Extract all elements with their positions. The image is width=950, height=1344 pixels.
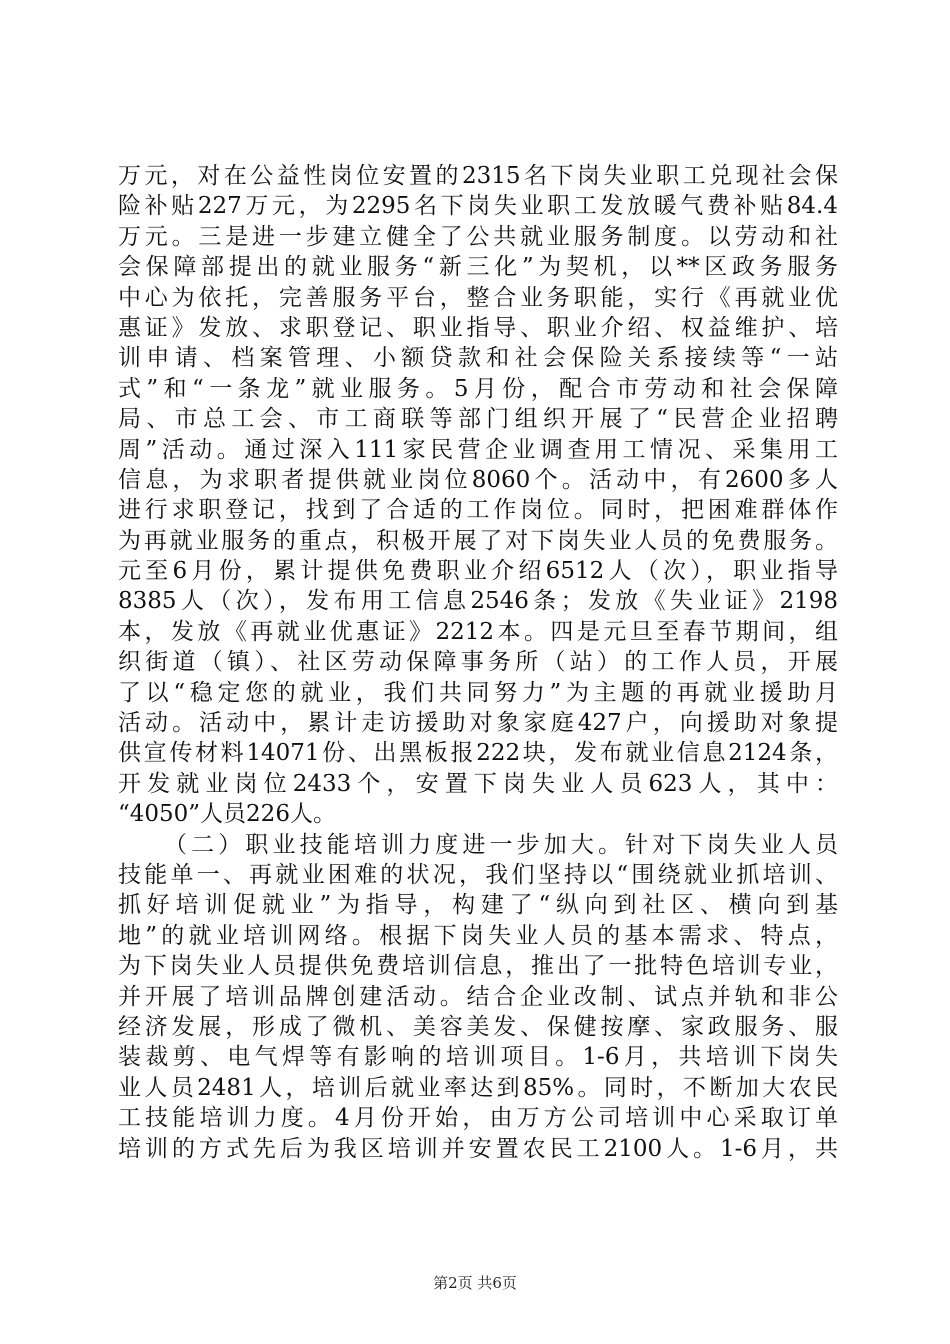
text-line: 供宣传材料14071份、出黑板报222块，发布就业信息2124条， xyxy=(118,740,838,767)
text-line: 织街道（镇）、社区劳动保障事务所（站）的工作人员，开展 xyxy=(118,649,838,676)
paragraph-2 xyxy=(118,830,838,1164)
text-line: 元至6月份，累计提供免费职业介绍6512人（次），职业指导 xyxy=(118,558,838,585)
text-line: 周”活动。通过深入111家民营企业调查用工情况、采集用工 xyxy=(118,436,838,463)
text-line: 进行求职登记，找到了合适的工作岗位。同时，把困难群体作 xyxy=(118,497,838,524)
text-line: 为再就业服务的重点，积极开展了对下岗失业人员的免费服务。 xyxy=(118,527,838,554)
text-line: 培训的方式先后为我区培训并安置农民工2100人。1-6月，共 xyxy=(118,1135,838,1162)
text-line: “4050”人员226人。 xyxy=(118,801,336,828)
page-number-label: 第2页 共6页 xyxy=(433,1274,517,1292)
text-line: 装裁剪、电气焊等有影响的培训项目。1-6月，共培训下岗失 xyxy=(118,1044,838,1071)
text-line: 了以“稳定您的就业，我们共同努力”为主题的再就业援助月 xyxy=(118,679,838,706)
text-line: 会保障部提出的就业服务“新三化”为契机，以**区政务服务 xyxy=(118,254,838,281)
text-line: 工技能培训力度。4月份开始，由万方公司培训中心采取订单 xyxy=(118,1105,838,1132)
text-line: 技能单一、再就业困难的状况，我们坚持以“围绕就业抓培训、 xyxy=(118,861,838,888)
text-line: 地”的就业培训网络。根据下岗失业人员的基本需求、特点， xyxy=(118,922,838,949)
page-footer xyxy=(0,1272,950,1293)
text-line: 抓好培训促就业”为指导，构建了“纵向到社区、横向到基 xyxy=(118,892,838,919)
text-line: （二）职业技能培训力度进一步加大。针对下岗失业人员 xyxy=(164,831,838,858)
text-line: 8385人（次），发布用工信息2546条；发放《失业证》2198 xyxy=(118,588,838,615)
text-line: 经济发展，形成了微机、美容美发、保健按摩、家政服务、服 xyxy=(118,1013,838,1040)
body-text xyxy=(118,161,838,1164)
text-line: 局、市总工会、市工商联等部门组织开展了“民营企业招聘 xyxy=(118,406,838,433)
text-line: 万元。三是进一步建立健全了公共就业服务制度。以劳动和社 xyxy=(118,223,838,250)
text-line: 式”和“一条龙”就业服务。5月份，配合市劳动和社会保障 xyxy=(118,375,838,402)
text-line: 并开展了培训品牌创建活动。结合企业改制、试点并轨和非公 xyxy=(118,983,838,1010)
text-line: 活动。活动中，累计走访援助对象家庭427户，向援助对象提 xyxy=(118,710,838,737)
text-line: 中心为依托，完善服务平台，整合业务职能，实行《再就业优 xyxy=(118,284,838,311)
paragraph-1 xyxy=(118,161,838,830)
text-line: 万元，对在公益性岗位安置的2315名下岗失业职工兑现社会保 xyxy=(118,163,838,189)
text-line: 训申请、档案管理、小额贷款和社会保险关系接续等“一站 xyxy=(118,345,838,372)
text-line: 险补贴227万元，为2295名下岗失业职工发放暖气费补贴84.4 xyxy=(118,193,838,220)
text-line: 信息，为求职者提供就业岗位8060个。活动中，有2600多人 xyxy=(118,466,838,493)
text-line: 惠证》发放、求职登记、职业指导、职业介绍、权益维护、培 xyxy=(118,314,838,341)
text-line: 业人员2481人，培训后就业率达到85%。同时，不断加大农民 xyxy=(118,1074,838,1101)
text-line: 开发就业岗位2433个，安置下岗失业人员623人，其中： xyxy=(118,770,838,797)
text-line: 本，发放《再就业优惠证》2212本。四是元旦至春节期间，组 xyxy=(118,618,838,645)
text-line: 为下岗失业人员提供免费培训信息，推出了一批特色培训专业， xyxy=(118,953,838,980)
